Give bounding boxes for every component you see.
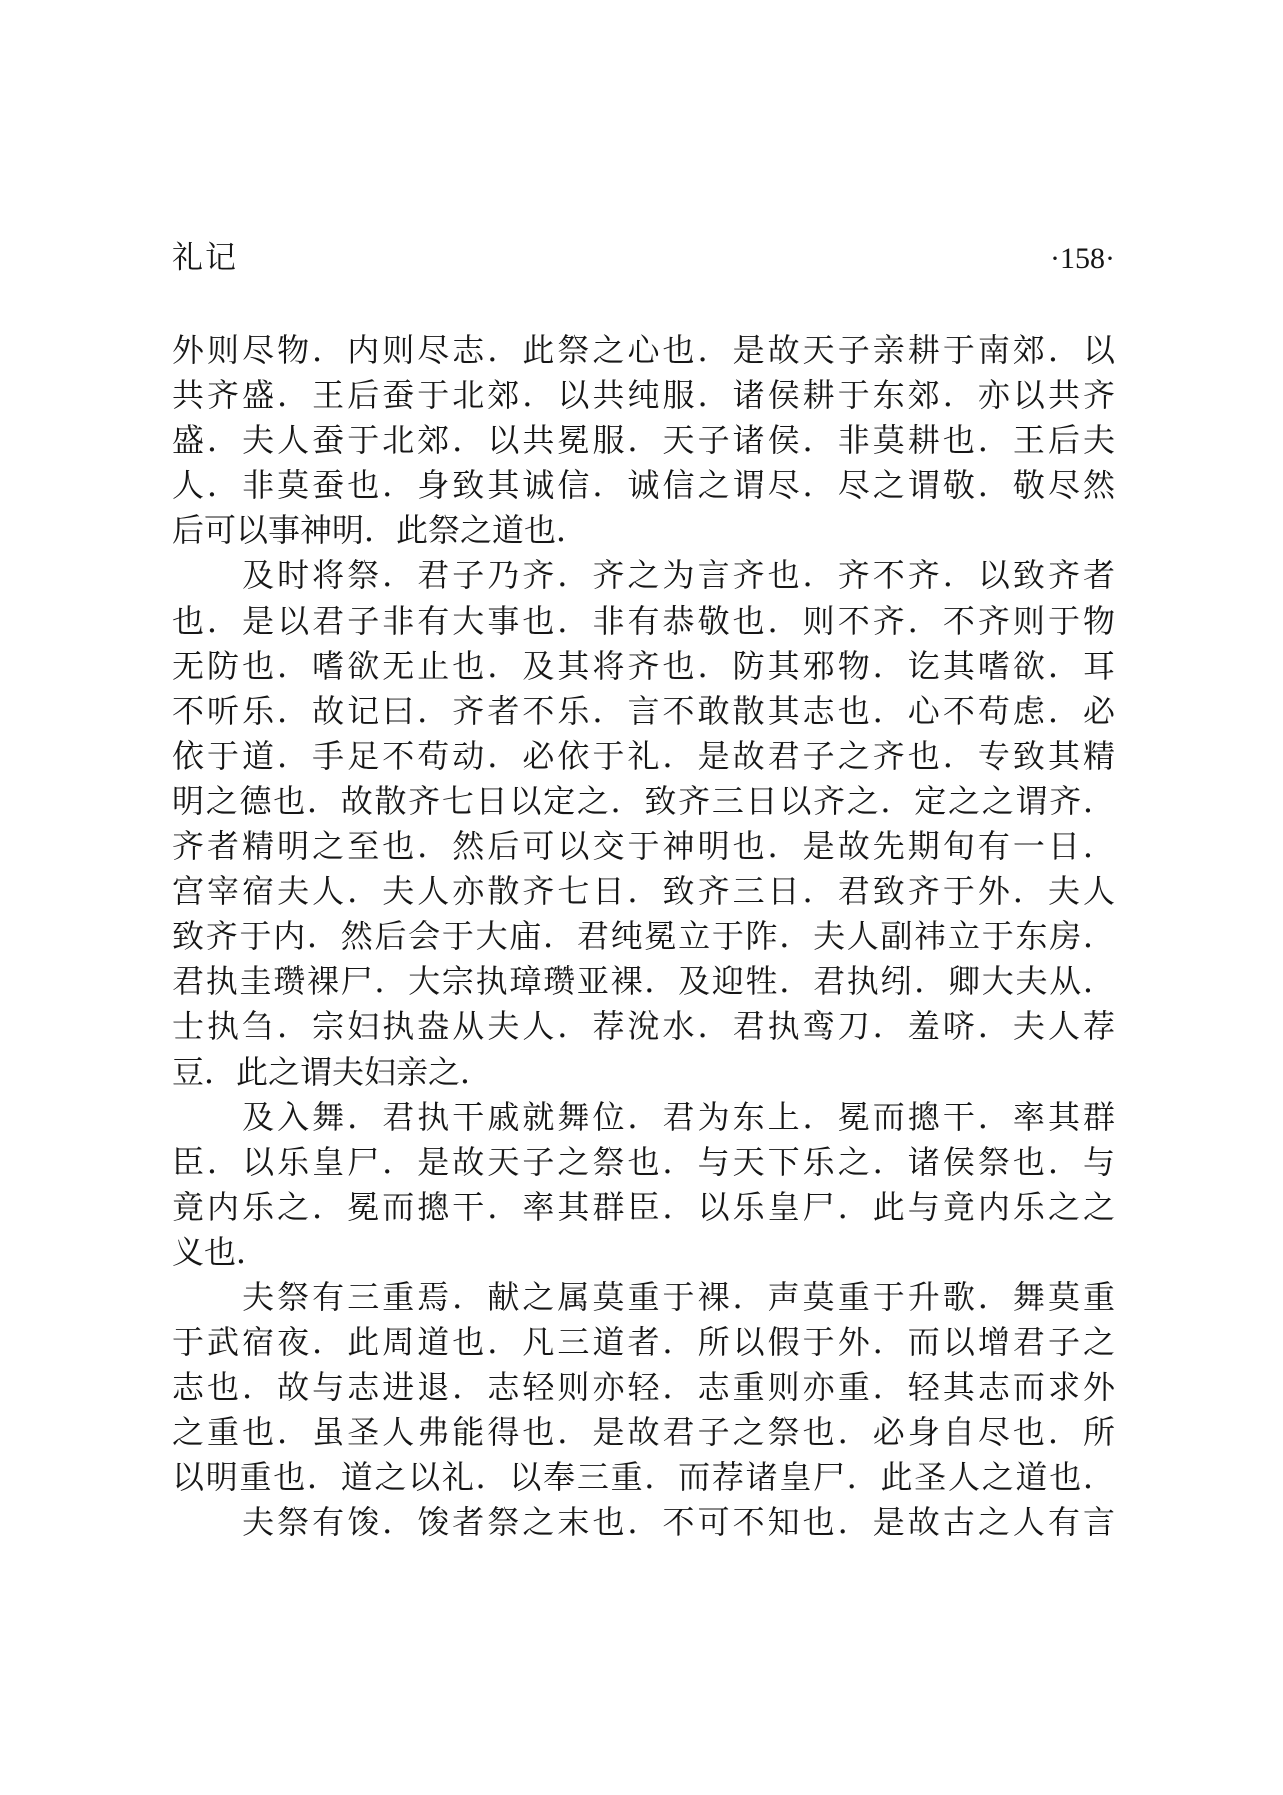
text-line: 共齐盛．王后蚕于北郊．以共纯服．诸侯耕于东郊．亦以共齐 [172,377,1115,414]
paragraph [172,553,1115,1094]
text-line: 致齐于内．然后会于大庙．君纯冕立于阼．夫人副祎立于东房． [172,918,1115,955]
text-line: 盛．夫人蚕于北郊．以共冕服．天子诸侯．非莫耕也．王后夫 [172,422,1115,459]
text-line: 明之德也．故散齐七日以定之．致齐三日以齐之．定之之谓齐． [172,782,1115,819]
text-line: 齐者精明之至也．然后可以交于神明也．是故先期旬有一日． [172,828,1115,865]
page-header [172,232,1115,277]
text-line: 依于道．手足不苟动．必依于礼．是故君子之齐也．专致其精 [172,737,1115,774]
paragraph [172,328,1115,553]
text-line: 竟内乐之．冕而摠干．率其群臣．以乐皇尸．此与竟内乐之之 [172,1188,1115,1225]
paragraph [172,1095,1115,1275]
text-line: 无防也．嗜欲无止也．及其将齐也．防其邪物．讫其嗜欲．耳 [172,647,1115,684]
text-line: 外则尽物．内则尽志．此祭之心也．是故天子亲耕于南郊．以 [172,332,1115,368]
text-line: 后可以事神明．此祭之道也． [172,512,589,549]
text-line: 以明重也．道之以礼．以奉三重．而荐诸皇尸．此圣人之道也． [172,1459,1115,1496]
text-line: 不听乐．故记曰．齐者不乐．言不敢散其志也．心不苟虑．必 [172,692,1115,729]
text-line: 及入舞．君执干戚就舞位．君为东上．冕而摠干．率其群 [172,1098,1115,1135]
text-line: 及时将祭．君子乃齐．齐之为言齐也．齐不齐．以致齐者 [172,557,1115,594]
paragraph [172,1275,1115,1500]
text-line: 士执刍．宗妇执盎从夫人．荐涗水．君执鸾刀．羞哜．夫人荐 [172,1008,1115,1045]
text-line: 也．是以君子非有大事也．非有恭敬也．则不齐．不齐则于物 [172,602,1115,639]
text-line: 于武宿夜．此周道也．凡三道者．所以假于外．而以增君子之 [172,1324,1115,1361]
text-line: 夫祭有三重焉．献之属莫重于裸．声莫重于升歌．舞莫重 [172,1278,1115,1315]
text-line: 人．非莫蚕也．身致其诚信．诚信之谓尽．尽之谓敬．敬尽然 [172,467,1115,504]
text-line: 臣．以乐皇尸．是故天子之祭也．与天下乐之．诸侯祭也．与 [172,1143,1115,1180]
text-line: 义也． [172,1233,269,1270]
text-line: 君执圭瓒裸尸．大宗执璋瓒亚裸．及迎牲．君执纼．卿大夫从． [172,963,1115,1000]
text-line: 豆．此之谓夫妇亲之． [172,1053,493,1090]
text-line: 宫宰宿夫人．夫人亦散齐七日．致齐三日．君致齐于外．夫人 [172,873,1115,910]
text-line: 之重也．虽圣人弗能得也．是故君子之祭也．必身自尽也．所 [172,1414,1115,1451]
text-line: 夫祭有馂．馂者祭之末也．不可不知也．是故古之人有言 [172,1504,1115,1541]
book-title: 礼记 [172,240,238,275]
page-body [172,328,1115,1546]
page-number: ·158· [1050,242,1115,275]
text-line: 志也．故与志进退．志轻则亦轻．志重则亦重．轻其志而求外 [172,1369,1115,1406]
paragraph [172,1500,1115,1545]
